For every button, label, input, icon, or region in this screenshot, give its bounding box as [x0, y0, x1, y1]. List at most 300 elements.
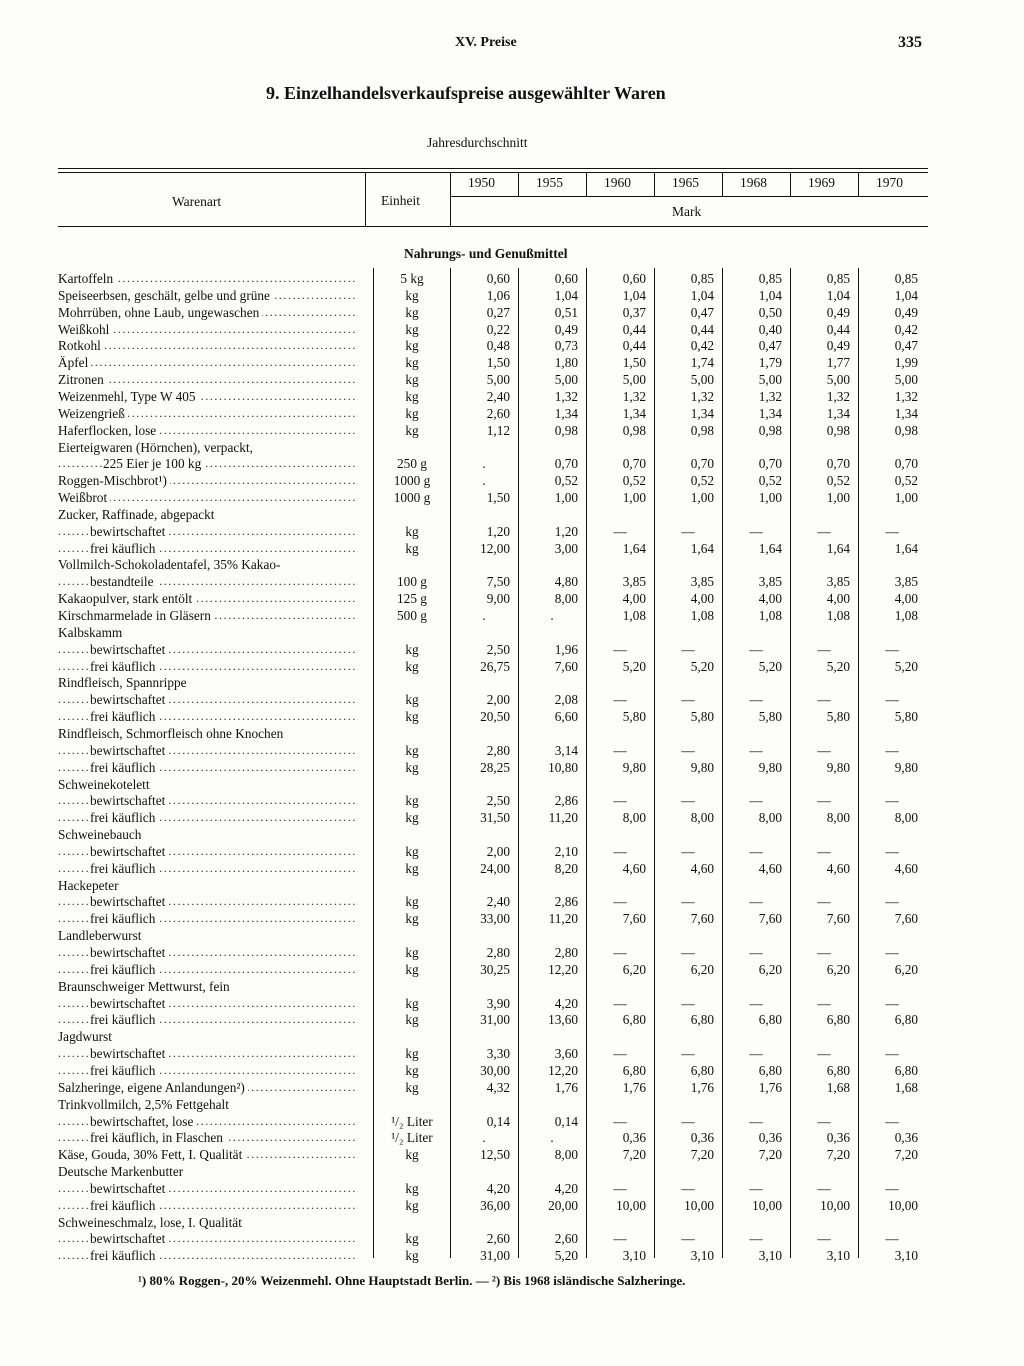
- row-unit: kg: [405, 388, 419, 404]
- cell-1969: —: [817, 1180, 831, 1196]
- cell-1970: 1,00: [894, 490, 918, 506]
- table-row: [0, 524, 1024, 541]
- table-row: [0, 844, 1024, 861]
- row-label: Zitronen: [58, 372, 107, 387]
- cell-1950: .: [482, 473, 486, 489]
- cell-1960: —: [613, 523, 627, 539]
- cell-1970: 7,60: [894, 911, 918, 927]
- cell-1960: 1,00: [622, 490, 646, 506]
- section-title: XV. Preise: [455, 35, 517, 50]
- cell-1969: 7,60: [826, 911, 850, 927]
- row-label: frei käuflich: [90, 962, 158, 977]
- table-subtitle: Jahresdurchschnitt: [427, 135, 528, 150]
- cell-1955: 0,70: [554, 456, 578, 472]
- table-row: [0, 456, 1024, 473]
- table-row: [0, 928, 1024, 945]
- cell-1955: 13,60: [548, 1012, 578, 1028]
- row-unit: kg: [405, 1012, 419, 1028]
- cell-1969: 10,00: [820, 1197, 850, 1213]
- row-label: Rotkohl: [58, 338, 104, 353]
- cell-1950: 12,00: [480, 540, 510, 556]
- row-unit: kg: [405, 641, 419, 657]
- cell-1970: —: [885, 692, 899, 708]
- cell-1968: 0,70: [758, 456, 782, 472]
- row-unit: kg: [405, 1197, 419, 1213]
- cell-1968: 10,00: [752, 1197, 782, 1213]
- cell-1960: —: [613, 945, 627, 960]
- cell-1955: 12,20: [548, 961, 578, 977]
- cell-1950: 20,50: [480, 709, 510, 725]
- table-row: [0, 372, 1024, 389]
- cell-1968: 6,80: [758, 1062, 782, 1078]
- cell-1950: 12,50: [480, 1147, 510, 1163]
- cell-1968: 9,80: [758, 759, 782, 775]
- cell-1970: 6,20: [894, 961, 918, 977]
- cell-1965: 10,00: [684, 1197, 714, 1213]
- row-unit: kg: [405, 1248, 419, 1264]
- cell-1969: —: [817, 742, 831, 758]
- table-row: [0, 777, 1024, 794]
- cell-1965: —: [681, 641, 695, 657]
- row-unit: ¹/₂ Liter: [391, 1113, 433, 1129]
- cell-1968: 6,80: [758, 1012, 782, 1028]
- year-header-1969: 1969: [808, 175, 835, 190]
- cell-1968: —: [749, 1231, 763, 1247]
- table-row: [0, 1147, 1024, 1164]
- cell-1950: 1,12: [486, 422, 510, 438]
- cell-1969: 5,80: [826, 709, 850, 725]
- table-row: [0, 878, 1024, 895]
- cell-1955: 2,08: [554, 692, 578, 708]
- row-label: Weißkohl: [58, 322, 112, 337]
- cell-1970: —: [885, 793, 899, 809]
- row-label: frei käuflich: [90, 1198, 158, 1213]
- cell-1968: 0,36: [758, 1130, 782, 1146]
- cell-1955: 8,00: [554, 591, 578, 607]
- cell-1950: 2,50: [486, 641, 510, 657]
- cell-1955: 2,10: [554, 843, 578, 859]
- header-mid-rule: [450, 196, 928, 197]
- cell-1955: 2,60: [554, 1231, 578, 1247]
- row-label: frei käuflich: [90, 810, 158, 825]
- cell-1969: 0,70: [826, 456, 850, 472]
- year-header-1960: 1960: [604, 175, 631, 190]
- cell-1955: 4,20: [554, 995, 578, 1011]
- cell-1968: —: [749, 843, 763, 859]
- row-unit: kg: [405, 523, 419, 539]
- cell-1960: —: [613, 742, 627, 758]
- cell-1969: 0,98: [826, 422, 850, 438]
- row-unit: kg: [405, 1180, 419, 1196]
- cell-1960: 10,00: [616, 1197, 646, 1213]
- cell-1950: 4,20: [486, 1180, 510, 1196]
- cell-1965: —: [681, 1113, 695, 1129]
- row-label: frei käuflich: [90, 709, 158, 724]
- row-unit: kg: [405, 1147, 419, 1163]
- cell-1955: 3,60: [554, 1046, 578, 1062]
- cell-1960: 1,64: [622, 540, 646, 556]
- cell-1955: 2,86: [554, 793, 578, 809]
- row-unit: kg: [405, 995, 419, 1011]
- cell-1969: 4,60: [826, 860, 850, 876]
- cell-1950: 28,25: [480, 759, 510, 775]
- cell-1965: 0,85: [690, 271, 714, 286]
- row-label: Schweinekotelett: [58, 777, 153, 792]
- cell-1968: 5,20: [758, 658, 782, 674]
- table-row: [0, 557, 1024, 574]
- cell-1965: 1,76: [690, 1079, 714, 1095]
- row-unit: kg: [405, 287, 419, 303]
- cell-1969: —: [817, 843, 831, 859]
- cell-1965: —: [681, 742, 695, 758]
- cell-1969: —: [817, 995, 831, 1011]
- cell-1969: 4,00: [826, 591, 850, 607]
- row-label: Deutsche Markenbutter: [58, 1164, 186, 1179]
- cell-1968: 4,00: [758, 591, 782, 607]
- cell-1969: —: [817, 945, 831, 960]
- cell-1965: 8,00: [690, 810, 714, 826]
- row-label: Kalbskamm: [58, 625, 125, 640]
- cell-1960: 0,44: [622, 338, 646, 354]
- cell-1950: 2,00: [486, 692, 510, 708]
- cell-1960: 5,20: [622, 658, 646, 674]
- row-label: frei käuflich: [90, 659, 158, 674]
- cell-1970: 1,32: [894, 388, 918, 404]
- table-row: [0, 1046, 1024, 1063]
- table-row: [0, 1029, 1024, 1046]
- cell-1970: 0,47: [894, 338, 918, 354]
- cell-1950: 2,40: [486, 388, 510, 404]
- row-label: bewirtschaftet: [90, 642, 168, 657]
- cell-1968: 1,32: [758, 388, 782, 404]
- cell-1955: 8,00: [554, 1147, 578, 1163]
- cell-1965: —: [681, 1231, 695, 1247]
- cell-1969: 6,20: [826, 961, 850, 977]
- cell-1968: 3,85: [758, 574, 782, 590]
- cell-1960: 1,34: [622, 405, 646, 421]
- row-label: Kakaopulver, stark entölt: [58, 591, 195, 606]
- table-row: [0, 1012, 1024, 1029]
- cell-1955: 0,98: [554, 422, 578, 438]
- cell-1970: 0,42: [894, 321, 918, 337]
- cell-1969: —: [817, 1113, 831, 1129]
- cell-1969: 1,64: [826, 540, 850, 556]
- cell-1950: 3,30: [486, 1046, 510, 1062]
- row-label: bewirtschaftet: [90, 1046, 168, 1061]
- year-header-1968: 1968: [740, 175, 767, 190]
- cell-1965: 1,74: [690, 355, 714, 371]
- cell-1970: 1,04: [894, 287, 918, 303]
- cell-1955: 1,00: [554, 490, 578, 506]
- cell-1965: —: [681, 945, 695, 960]
- cell-1965: 0,98: [690, 422, 714, 438]
- cell-1969: —: [817, 793, 831, 809]
- cell-1969: 1,00: [826, 490, 850, 506]
- cell-1965: 5,00: [690, 372, 714, 388]
- cell-1970: 3,85: [894, 574, 918, 590]
- row-unit: kg: [405, 304, 419, 320]
- row-label: Weizenmehl, Type W 405: [58, 389, 199, 404]
- cell-1970: —: [885, 641, 899, 657]
- column-header-currency: Mark: [672, 204, 702, 219]
- header-vline-7: [790, 172, 791, 196]
- cell-1969: 9,80: [826, 759, 850, 775]
- cell-1968: 5,00: [758, 372, 782, 388]
- cell-1965: —: [681, 995, 695, 1011]
- cell-1950: 26,75: [480, 658, 510, 674]
- cell-1955: 0,73: [554, 338, 578, 354]
- cell-1960: —: [613, 641, 627, 657]
- header-vline-2: [450, 172, 451, 226]
- cell-1970: —: [885, 523, 899, 539]
- cell-1970: 9,80: [894, 759, 918, 775]
- table-row: [0, 1114, 1024, 1131]
- cell-1950: 1,06: [486, 287, 510, 303]
- cell-1968: —: [749, 793, 763, 809]
- cell-1965: 6,80: [690, 1062, 714, 1078]
- cell-1969: 8,00: [826, 810, 850, 826]
- group-heading: Nahrungs- und Genußmittel: [404, 246, 568, 261]
- row-unit: kg: [405, 405, 419, 421]
- row-label: frei käuflich: [90, 1063, 158, 1078]
- cell-1968: 4,60: [758, 860, 782, 876]
- cell-1950: 1,50: [486, 355, 510, 371]
- table-row: [0, 423, 1024, 440]
- table-row: [0, 996, 1024, 1013]
- row-label: Roggen-Mischbrot¹): [58, 473, 170, 488]
- row-unit: kg: [405, 321, 419, 337]
- cell-1965: 4,00: [690, 591, 714, 607]
- table-row: [0, 911, 1024, 928]
- row-label: Eierteigwaren (Hörnchen), verpackt,: [58, 440, 256, 455]
- table-row: [0, 1164, 1024, 1181]
- cell-1950: 30,25: [480, 961, 510, 977]
- cell-1970: 4,60: [894, 860, 918, 876]
- cell-1969: 1,04: [826, 287, 850, 303]
- cell-1969: —: [817, 692, 831, 708]
- header-vline-1: [365, 172, 366, 226]
- row-label: frei käuflich: [90, 1012, 158, 1027]
- year-header-1950: 1950: [468, 175, 495, 190]
- row-label: Jagdwurst: [58, 1029, 115, 1044]
- cell-1965: 0,52: [690, 473, 714, 489]
- cell-1960: 4,60: [622, 860, 646, 876]
- cell-1955: 1,04: [554, 287, 578, 303]
- row-label: Speiseerbsen, geschält, gelbe und grüne: [58, 288, 273, 303]
- cell-1969: —: [817, 1046, 831, 1062]
- cell-1950: 2,60: [486, 405, 510, 421]
- cell-1960: 0,98: [622, 422, 646, 438]
- cell-1950: 3,90: [486, 995, 510, 1011]
- row-label: 225 Eier je 100 kg: [103, 456, 204, 471]
- cell-1969: 0,49: [826, 338, 850, 354]
- row-unit: kg: [405, 1231, 419, 1247]
- cell-1960: 6,80: [622, 1012, 646, 1028]
- year-header-1965: 1965: [672, 175, 699, 190]
- cell-1955: 7,60: [554, 658, 578, 674]
- cell-1969: —: [817, 641, 831, 657]
- cell-1965: 7,60: [690, 911, 714, 927]
- cell-1960: 0,70: [622, 456, 646, 472]
- cell-1960: 3,10: [622, 1248, 646, 1264]
- cell-1960: 7,60: [622, 911, 646, 927]
- cell-1950: 4,32: [486, 1079, 510, 1095]
- cell-1969: 1,32: [826, 388, 850, 404]
- cell-1968: 0,98: [758, 422, 782, 438]
- cell-1970: 3,10: [894, 1248, 918, 1264]
- row-unit: kg: [405, 742, 419, 758]
- cell-1969: 1,77: [826, 355, 850, 371]
- cell-1968: 0,85: [758, 271, 782, 286]
- cell-1960: 1,76: [622, 1079, 646, 1095]
- row-label: bewirtschaftet: [90, 894, 168, 909]
- row-label: Schweinebauch: [58, 827, 144, 842]
- footnote: ¹) 80% Roggen-, 20% Weizenmehl. Ohne Hauptstadt Berlin. — ²) Bis 1968 isländische Salzheringe.: [138, 1273, 686, 1288]
- cell-1965: 6,80: [690, 1012, 714, 1028]
- table-row: [0, 322, 1024, 339]
- cell-1955: 20,00: [548, 1197, 578, 1213]
- row-unit: ¹/₂ Liter: [391, 1130, 433, 1146]
- row-unit: 1000 g: [393, 473, 431, 489]
- cell-1970: 5,20: [894, 658, 918, 674]
- cell-1955: 4,20: [554, 1180, 578, 1196]
- header-vline-3: [518, 172, 519, 196]
- cell-1968: 0,47: [758, 338, 782, 354]
- row-unit: kg: [405, 422, 419, 438]
- row-unit: kg: [405, 793, 419, 809]
- row-unit: kg: [405, 355, 419, 371]
- cell-1968: —: [749, 742, 763, 758]
- table-row: [0, 962, 1024, 979]
- row-label: bewirtschaftet: [90, 1231, 168, 1246]
- cell-1950: 2,80: [486, 742, 510, 758]
- cell-1970: 5,00: [894, 372, 918, 388]
- cell-1970: 0,52: [894, 473, 918, 489]
- cell-1960: 1,04: [622, 287, 646, 303]
- cell-1968: 1,04: [758, 287, 782, 303]
- cell-1969: 0,44: [826, 321, 850, 337]
- cell-1955: 4,80: [554, 574, 578, 590]
- cell-1950: 30,00: [480, 1062, 510, 1078]
- table-row: [0, 642, 1024, 659]
- cell-1970: —: [885, 1180, 899, 1196]
- cell-1960: —: [613, 793, 627, 809]
- row-label: bewirtschaftet: [90, 945, 168, 960]
- row-unit: kg: [405, 894, 419, 910]
- cell-1968: 1,64: [758, 540, 782, 556]
- cell-1968: 0,52: [758, 473, 782, 489]
- cell-1955: 1,80: [554, 355, 578, 371]
- cell-1960: 1,32: [622, 388, 646, 404]
- cell-1970: —: [885, 945, 899, 960]
- cell-1950: 0,48: [486, 338, 510, 354]
- cell-1960: —: [613, 692, 627, 708]
- cell-1955: 2,86: [554, 894, 578, 910]
- row-label: Kirschmarmelade in Gläsern: [58, 608, 214, 623]
- row-label: Landleberwurst: [58, 928, 144, 943]
- cell-1968: —: [749, 1180, 763, 1196]
- table-row: [0, 709, 1024, 726]
- cell-1970: —: [885, 1046, 899, 1062]
- cell-1950: 24,00: [480, 860, 510, 876]
- cell-1960: 6,20: [622, 961, 646, 977]
- cell-1965: 6,20: [690, 961, 714, 977]
- cell-1955: 0,49: [554, 321, 578, 337]
- cell-1960: —: [613, 843, 627, 859]
- cell-1950: 0,27: [486, 304, 510, 320]
- cell-1970: 8,00: [894, 810, 918, 826]
- table-row: [0, 1097, 1024, 1114]
- cell-1955: 3,00: [554, 540, 578, 556]
- cell-1965: 1,32: [690, 388, 714, 404]
- row-unit: 1000 g: [393, 490, 431, 506]
- table-row: [0, 743, 1024, 760]
- cell-1960: —: [613, 894, 627, 910]
- row-unit: kg: [405, 1062, 419, 1078]
- cell-1960: —: [613, 1046, 627, 1062]
- row-unit: kg: [405, 911, 419, 927]
- row-label: frei käuflich: [90, 911, 158, 926]
- table-row: [0, 541, 1024, 558]
- cell-1955: 12,20: [548, 1062, 578, 1078]
- cell-1955: 1,96: [554, 641, 578, 657]
- cell-1965: 1,04: [690, 287, 714, 303]
- row-label: frei käuflich: [90, 541, 158, 556]
- cell-1965: 0,70: [690, 456, 714, 472]
- cell-1955: 3,14: [554, 742, 578, 758]
- table-row: [0, 591, 1024, 608]
- row-unit: 100 g: [397, 574, 427, 590]
- cell-1955: 1,20: [554, 523, 578, 539]
- table-row: [0, 507, 1024, 524]
- cell-1955: 11,20: [548, 911, 578, 927]
- cell-1965: 5,80: [690, 709, 714, 725]
- cell-1965: 4,60: [690, 860, 714, 876]
- table-row: [0, 608, 1024, 625]
- cell-1970: 0,70: [894, 456, 918, 472]
- cell-1960: 0,44: [622, 321, 646, 337]
- cell-1965: 3,10: [690, 1248, 714, 1264]
- cell-1969: 1,68: [826, 1079, 850, 1095]
- page-number: 335: [898, 34, 922, 51]
- row-label: Vollmilch-Schokoladentafel, 35% Kakao-: [58, 557, 283, 572]
- row-label: bewirtschaftet: [90, 844, 168, 859]
- row-unit: kg: [405, 658, 419, 674]
- cell-1970: —: [885, 742, 899, 758]
- table-title: 9. Einzelhandelsverkaufspreise ausgewählter Waren: [266, 83, 666, 103]
- row-label: frei käuflich, in Flaschen: [90, 1130, 226, 1145]
- cell-1965: 1,08: [690, 608, 714, 623]
- row-label: Braunschweiger Mettwurst, fein: [58, 979, 233, 994]
- cell-1970: 6,80: [894, 1062, 918, 1078]
- cell-1970: 0,36: [894, 1130, 918, 1146]
- cell-1968: 3,10: [758, 1248, 782, 1264]
- cell-1960: 5,80: [622, 709, 646, 725]
- cell-1965: 9,80: [690, 759, 714, 775]
- header-vline-4: [586, 172, 587, 196]
- table-row: [0, 389, 1024, 406]
- row-label: bewirtschaftet: [90, 793, 168, 808]
- cell-1970: 6,80: [894, 1012, 918, 1028]
- row-label: bewirtschaftet: [90, 524, 168, 539]
- cell-1950: 0,60: [486, 271, 510, 286]
- cell-1965: —: [681, 894, 695, 910]
- table-row: [0, 894, 1024, 911]
- row-unit: kg: [405, 843, 419, 859]
- cell-1955: 5,00: [554, 372, 578, 388]
- table-row: [0, 574, 1024, 591]
- cell-1968: 6,20: [758, 961, 782, 977]
